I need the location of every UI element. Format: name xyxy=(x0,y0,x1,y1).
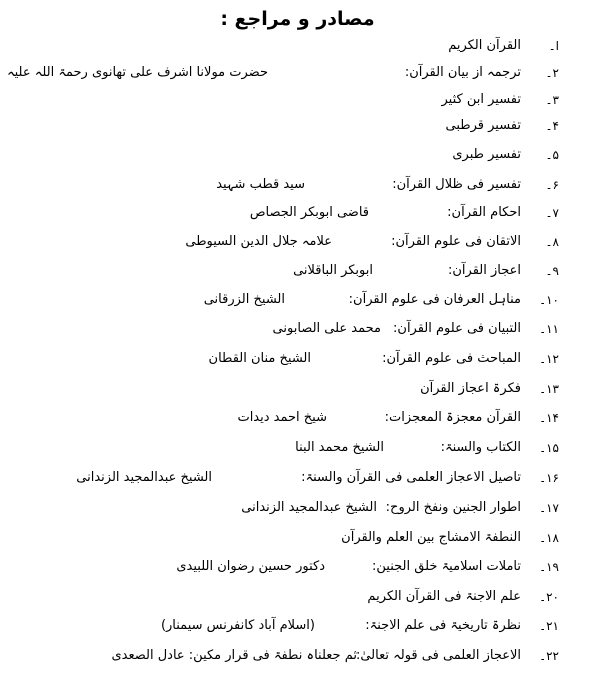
reference-title: اطوار الجنین ونفخ الروح: xyxy=(385,500,521,515)
reference-title: ترجمہ از بیان القرآن: xyxy=(404,65,521,80)
reference-title: تاملات اسلامیۃ خلق الجنین: xyxy=(372,559,521,574)
reference-number: ۱۷۔ xyxy=(539,501,559,515)
reference-number: ۱۳۔ xyxy=(539,382,559,396)
reference-title: تفسیر قرطبی xyxy=(445,118,521,133)
reference-author: الشیخ عبدالمجید الزندانی xyxy=(76,470,212,485)
reference-title: القرآن معجزۃ المعجزات: xyxy=(384,410,521,425)
reference-item xyxy=(0,143,595,167)
reference-author: (اسلام آباد کانفرنس سیمنار) xyxy=(160,618,315,633)
reference-item xyxy=(0,644,595,668)
reference-item xyxy=(0,585,595,609)
reference-author: ثم جعلناہ نطفۃ فی قرار مکین: عادل الصعدی xyxy=(111,648,357,663)
reference-number: ۱۸۔ xyxy=(539,531,559,545)
reference-number: ۱۵۔ xyxy=(539,441,559,455)
reference-item xyxy=(0,173,595,197)
reference-item xyxy=(0,317,595,341)
reference-author: الشیخ عبدالمجید الزندانی xyxy=(241,500,377,515)
reference-author: ابوبکر الباقلانی xyxy=(293,263,373,278)
reference-title: تفسیر ابن کثیر xyxy=(441,92,521,107)
reference-item xyxy=(0,614,595,638)
reference-author: علامہ جلال الدین السیوطی xyxy=(185,234,332,249)
reference-title: الاعجاز العلمی فی قولہ تعالیٰ: xyxy=(355,648,521,663)
reference-item xyxy=(0,88,595,112)
reference-author: حضرت مولانا اشرف علی تھانوی رحمۃ اللہ علیہ xyxy=(7,65,268,80)
reference-number: ۱۲۔ xyxy=(539,352,559,366)
reference-number: ۱۴۔ xyxy=(539,411,559,425)
reference-item xyxy=(0,259,595,283)
reference-title: المباحث فی علوم القرآن: xyxy=(382,351,521,366)
reference-title: التبیان فی علوم القرآن: xyxy=(393,321,521,336)
reference-item xyxy=(0,377,595,401)
reference-title: فکرۃ اعجاز القرآن xyxy=(420,381,521,396)
reference-author: الشیخ الزرقانی xyxy=(203,292,285,307)
reference-number: ۲۲۔ xyxy=(539,649,559,663)
reference-title: نظرۃ تاریخیۃ فی علم الاجنۃ: xyxy=(365,618,521,633)
reference-author: الشیخ محمد البنا xyxy=(295,440,384,455)
reference-title: تفسیر طبری xyxy=(452,147,521,162)
reference-number: ا۔ xyxy=(548,39,559,53)
reference-title: تاصیل الاعجاز العلمی فی القرآن والسنۃ: xyxy=(301,470,521,485)
reference-item xyxy=(0,555,595,579)
reference-author: محمد علی الصابونی xyxy=(272,321,381,336)
reference-item xyxy=(0,496,595,520)
reference-number: ۷۔ xyxy=(545,206,559,220)
reference-title: اعجاز القرآن: xyxy=(448,263,521,278)
reference-item xyxy=(0,526,595,550)
page-title: مصادر و مراجع : xyxy=(220,8,375,30)
reference-number: ۱۶۔ xyxy=(539,471,559,485)
reference-item xyxy=(0,466,595,490)
reference-number: ۱۱۔ xyxy=(539,322,559,336)
reference-item xyxy=(0,406,595,430)
reference-item xyxy=(0,288,595,312)
reference-title: القرآن الکریم xyxy=(448,38,521,53)
reference-number: ۲۰۔ xyxy=(539,590,559,604)
reference-title: الاتقان فی علوم القرآن: xyxy=(391,234,521,249)
reference-number: ۲۱۔ xyxy=(539,619,559,633)
reference-item xyxy=(0,34,595,58)
reference-title: تفسیر فی ظلال القرآن: xyxy=(392,177,521,192)
reference-item xyxy=(0,201,595,225)
reference-number: ۳۔ xyxy=(545,93,559,107)
reference-title: مناہل العرفان فی علوم القرآن: xyxy=(348,292,521,307)
reference-item xyxy=(0,114,595,138)
reference-title: الکتاب والسنۃ: xyxy=(440,440,521,455)
reference-number: ۱۹۔ xyxy=(539,560,559,574)
reference-number: ۲۔ xyxy=(545,66,559,80)
reference-item xyxy=(0,436,595,460)
reference-item xyxy=(0,230,595,254)
reference-author: شیخ احمد دیدات xyxy=(237,410,327,425)
reference-item xyxy=(0,61,595,85)
reference-number: ۸۔ xyxy=(545,235,559,249)
reference-author: دکتور حسین رضوان اللبیدی xyxy=(176,559,325,574)
reference-item xyxy=(0,347,595,371)
reference-title: النطفۃ الامشاج بین العلم والقرآن xyxy=(341,530,521,545)
reference-number: ۶۔ xyxy=(545,178,559,192)
reference-author: قاضی ابوبکر الجصاص xyxy=(249,205,369,220)
reference-author: الشیخ منان القطان xyxy=(208,351,311,366)
reference-title: علم الاجنۃ فی القرآن الکریم xyxy=(367,589,521,604)
reference-title: احکام القرآن: xyxy=(447,205,521,220)
reference-author: سید قطب شہید xyxy=(216,177,305,192)
reference-number: ۱۰۔ xyxy=(539,293,559,307)
reference-number: ۵۔ xyxy=(545,148,559,162)
reference-number: ۹۔ xyxy=(545,264,559,278)
reference-number: ۴۔ xyxy=(545,119,559,133)
